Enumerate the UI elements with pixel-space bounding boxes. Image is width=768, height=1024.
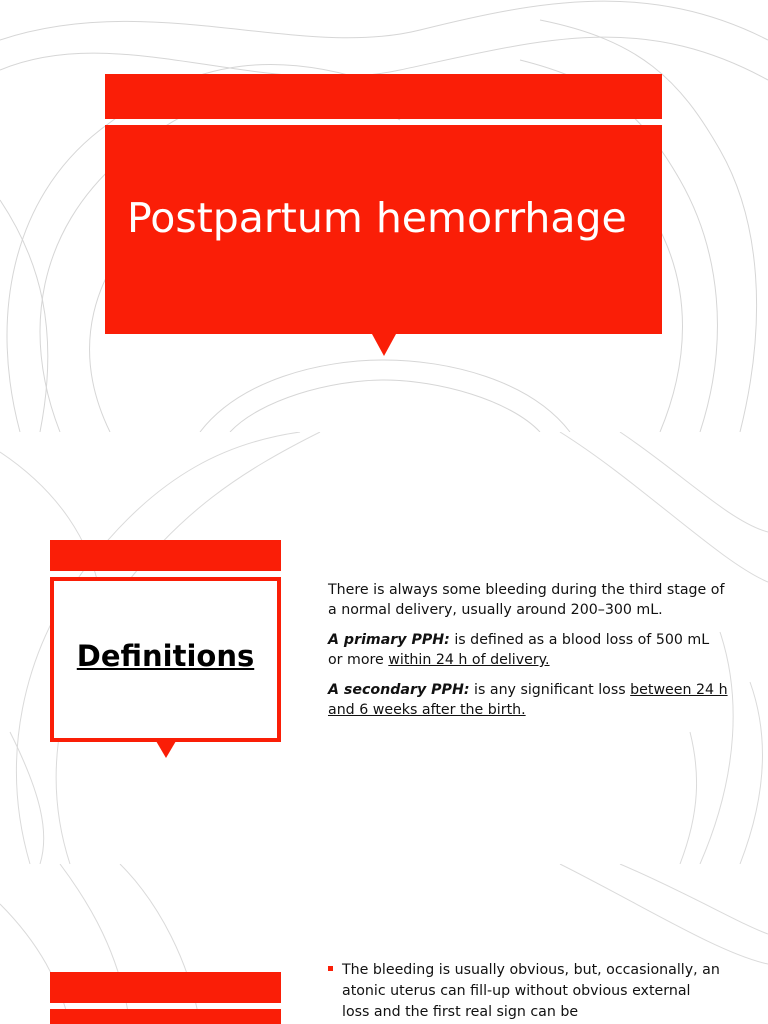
- intro-paragraph: There is always some bleeding during the third stage of a normal delivery, usually around 200–300 mL.: [328, 582, 725, 618]
- slide-title: [0, 0, 768, 432]
- secondary-pph-underlined: between 24 h and 6 weeks after the birth.: [328, 682, 728, 718]
- secondary-pph-paragraph: [328, 680, 728, 720]
- definitions-heading: Definitions: [76, 639, 255, 673]
- bullet-marker-icon: [328, 966, 333, 971]
- bleeding-bullet-text: The bleeding is usually obvious, but, occasionally, an atonic uterus can fill-up without obvious external loss and the first real sign can be: [342, 962, 720, 1020]
- title-box-pointer: [372, 334, 396, 356]
- slide3-box-top: [50, 1009, 281, 1024]
- slide-bleeding: [0, 864, 768, 1024]
- definitions-box-pointer: [156, 741, 176, 758]
- slide-title-text: Postpartum hemorrhage: [127, 194, 627, 242]
- definitions-accent-bar: [50, 540, 281, 571]
- slide-definitions: [0, 432, 768, 864]
- secondary-pph-text: is any significant loss: [474, 682, 626, 698]
- primary-pph-paragraph: [328, 630, 728, 670]
- primary-pph-term: A primary PPH:: [328, 632, 450, 648]
- definitions-body: [328, 580, 728, 730]
- primary-pph-underlined: within 24 h of delivery.: [388, 652, 550, 668]
- primary-pph-text: is defined as a blood loss of 500 mL or more: [328, 632, 710, 668]
- title-accent-bar: [105, 74, 662, 119]
- slide3-accent-bar: [50, 972, 281, 1003]
- secondary-pph-term: A secondary PPH:: [328, 682, 470, 698]
